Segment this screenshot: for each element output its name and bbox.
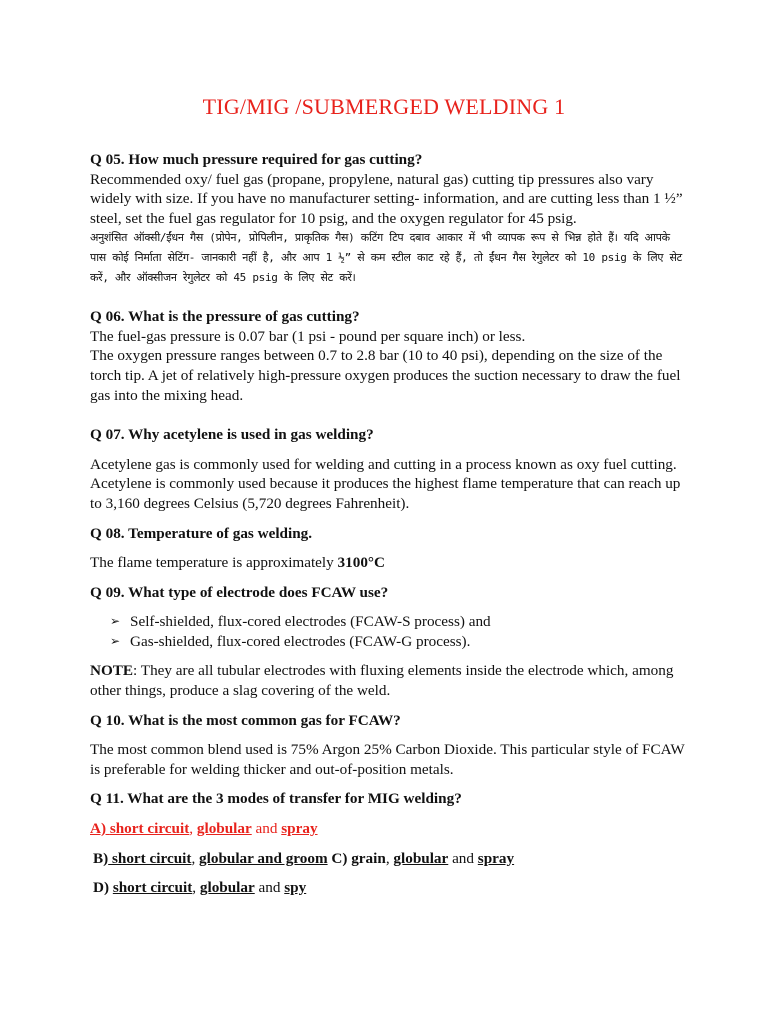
question-09: Q 09. What type of electrode does FCAW use? — [90, 583, 389, 601]
arrowhead-bullet-icon: ➢ — [110, 633, 121, 648]
option-a-term-1: short circuit — [109, 820, 190, 838]
answer-05-hindi: अनुशंसित ऑक्सी/ईंधन गैस (प्रोपेन, प्रोपिलीन, प्राकृतिक गैस) कटिंग टिप दबाव आकार में भी व्यापक रूप से भिन्न होते हैं। यदि आपके पास कोई निर्माता सेटिंग- जानकारी नहीं है, और आप 1 ½” से कम स्टील काट रहे हैं, तो ईंधन गैस रेगुलेटर को 10 psig के लिए सेट करें, और ऑक्सीजन रेगुलेटर को 45 psig के लिए सेट करें। — [90, 231, 682, 284]
option-a-term-3: spray — [281, 820, 318, 838]
list-item — [110, 632, 690, 652]
arrowhead-bullet-icon: ➢ — [110, 614, 121, 629]
option-c-label: C) grain — [327, 849, 386, 867]
option-d-label: D) — [93, 879, 113, 897]
note-text: : They are all tubular electrodes with fluxing elements inside the electrode which, among other things, produce a slag covering of the weld. — [90, 662, 674, 700]
option-b-c — [90, 849, 690, 869]
answer-06-fuel: The fuel-gas pressure is 0.07 bar (1 psi - pound per square inch) or less. — [90, 327, 526, 345]
list-item-text: Gas-shielded, flux-cored electrodes (FCAW-G process). — [130, 632, 471, 650]
option-d — [90, 878, 690, 898]
option-a — [90, 819, 690, 839]
option-a-and: and — [251, 820, 282, 838]
answer-06-oxygen: The oxygen pressure ranges between 0.7 to 2.8 bar (10 to 40 psi), depending on the size of the torch tip. A jet of relatively high-pressure oxygen produces the suction necessary to draw the fuel gas into the mixing head. — [90, 347, 681, 404]
option-b-term-2: globular and groom — [199, 849, 328, 867]
option-c-term-1: globular — [393, 849, 449, 867]
option-d-term-2: globular — [199, 879, 255, 897]
answer-08-text: The flame temperature is approximately — [90, 554, 338, 572]
answer-08 — [90, 553, 690, 573]
option-d-term-3: spy — [284, 879, 307, 897]
answer-10: The most common blend used is 75% Argon 25% Carbon Dioxide. This particular style of FCAW is preferable for welding thicker and out-of-position metals. — [90, 741, 685, 778]
option-b-term-1: short circuit — [108, 849, 192, 867]
question-06: Q 06. What is the pressure of gas cutting? — [90, 308, 360, 326]
answer-08-value: 3100°C — [337, 554, 385, 572]
list-item-text: Self-shielded, flux-cored electrodes (FCAW-S process) and — [130, 613, 491, 631]
answer-05: Recommended oxy/ fuel gas (propane, propylene, natural gas) cutting tip pressures also vary widely with size. If you have no manufacturer setting- information, and are cutting less than 1 ½” steel, set the fuel gas regulator for 10 psig, and the oxygen regulator for 45 psig. — [90, 170, 683, 227]
option-c-and: and — [448, 849, 478, 867]
option-a-label: A) — [90, 820, 110, 838]
option-b-sep: , — [191, 849, 200, 867]
question-05: Q 05. How much pressure required for gas cutting? — [90, 151, 423, 168]
electrode-list — [110, 612, 690, 651]
list-item — [110, 612, 690, 632]
question-10: Q 10. What is the most common gas for FCAW? — [90, 711, 401, 729]
option-d-term-1: short circuit — [112, 879, 193, 897]
note-label: NOTE — [90, 662, 134, 680]
question-07: Q 07. Why acetylene is used in gas welding? — [90, 426, 374, 444]
option-d-and: and — [254, 879, 285, 897]
document-body — [90, 150, 690, 898]
option-c-term-2: spray — [477, 849, 515, 867]
question-11: Q 11. What are the 3 modes of transfer for MIG welding? — [90, 790, 462, 808]
answer-07: Acetylene gas is commonly used for welding and cutting in a process known as oxy fuel cutting. Acetylene is commonly used because it produces the highest flame temperature that can reach up to 3,160 degrees Celsius (5,720 degrees Fahrenheit). — [90, 455, 681, 512]
note — [90, 661, 690, 700]
option-d-sep: , — [192, 879, 200, 897]
option-a-term-2: globular — [196, 820, 252, 838]
page-title: TIG/MIG /SUBMERGED WELDING 1 — [202, 94, 566, 119]
question-08: Q 08. Temperature of gas welding. — [90, 524, 313, 542]
option-a-sep: , — [189, 820, 197, 838]
option-c-sep: , — [385, 849, 394, 867]
option-b-label: B) — [93, 849, 109, 867]
